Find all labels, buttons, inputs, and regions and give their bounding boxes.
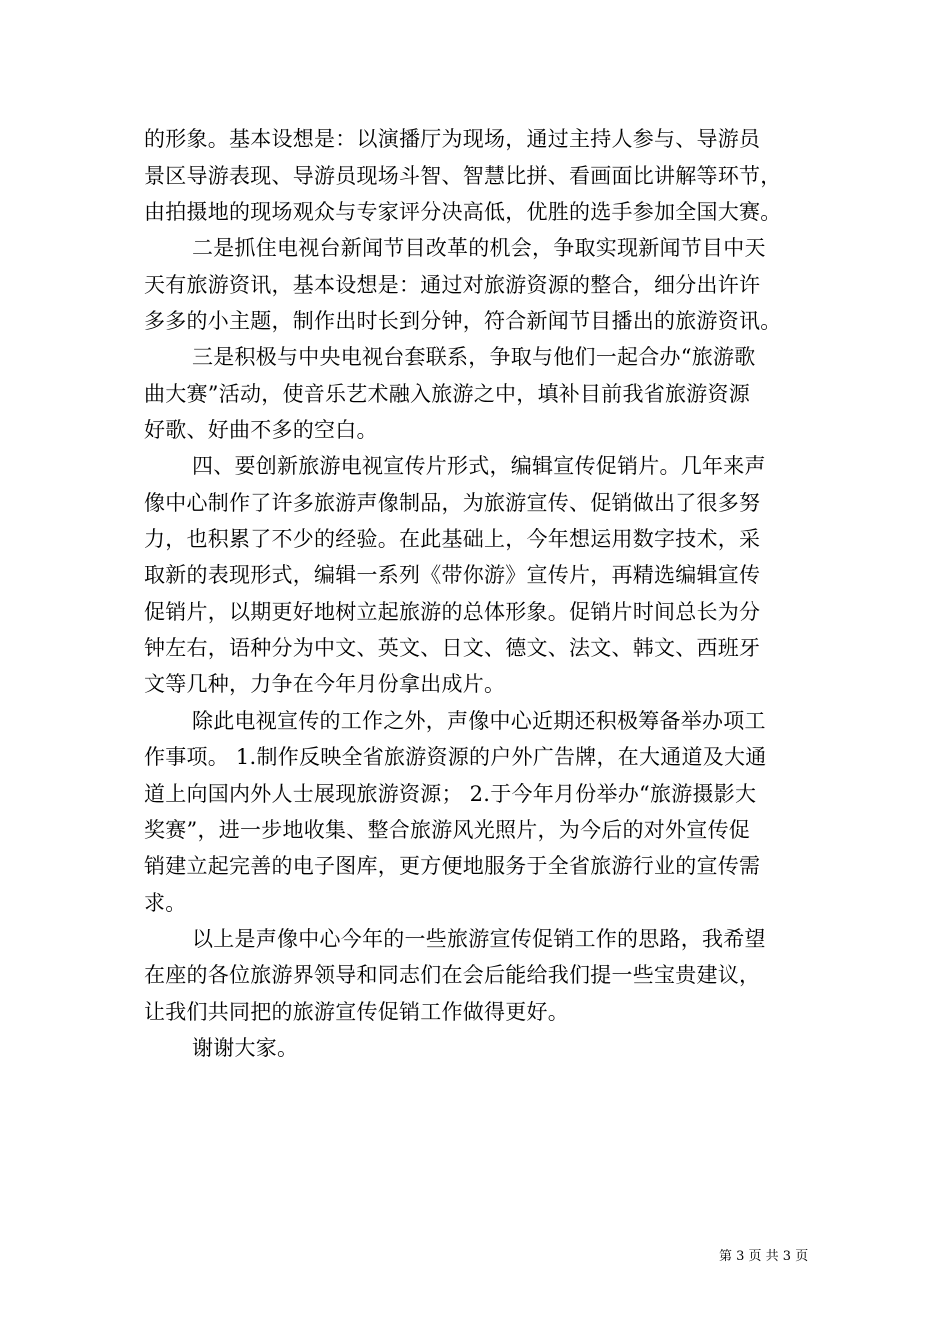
text-line: 的形象。基本设想是：以演播厅为现场，通过主持人参与、导游员: [144, 127, 761, 151]
text-line: 让我们共同把的旅游宣传促销工作做得更好。: [144, 1000, 569, 1024]
paragraph-first-line: 四、要创新旅游电视宣传片形式，编辑宣传促销片。几年来声: [192, 454, 766, 478]
text-line: 作事项。 1.制作反映全省旅游资源的户外广告牌，在大通道及大通: [144, 745, 767, 769]
text-line: 道上向国内外人士展现旅游资源； 2.于今年月份举办“旅游摄影大: [144, 782, 757, 806]
text-line: 多多的小主题，制作出时长到分钟，符合新闻节目播出的旅游资讯。: [144, 309, 782, 333]
closing-line: 谢谢大家。: [192, 1036, 299, 1060]
paragraph-first-line: 除此电视宣传的工作之外，声像中心近期还积极筹备举办项工: [192, 709, 766, 733]
paragraph-first-line: 以上是声像中心今年的一些旅游宣传促销工作的思路，我希望: [192, 927, 766, 951]
text-line: 取新的表现形式，编辑一系列《带你游》宣传片，再精选编辑宣传: [144, 563, 761, 587]
text-line: 由拍摄地的现场观众与专家评分决高低，优胜的选手参加全国大赛。: [144, 200, 782, 224]
text-line: 销建立起完善的电子图库，更方便地服务于全省旅游行业的宣传需: [144, 854, 761, 878]
text-line: 像中心制作了许多旅游声像制品，为旅游宣传、促销做出了很多努: [144, 491, 761, 515]
text-line: 在座的各位旅游界领导和同志们在会后能给我们提一些宝贵建议，: [144, 963, 761, 987]
text-line: 求。: [144, 891, 187, 915]
text-line: 奖赛”，进一步地收集、整合旅游风光照片，为今后的对外宣传促: [144, 818, 750, 842]
paragraph-first-line: 二是抓住电视台新闻节目改革的机会，争取实现新闻节目中天: [192, 236, 766, 260]
text-line: 促销片，以期更好地树立起旅游的总体形象。促销片时间总长为分: [144, 600, 761, 624]
text-line: 钟左右，语种分为中文、英文、日文、德文、法文、韩文、西班牙: [144, 636, 761, 660]
text-line: 文等几种，力争在今年月份拿出成片。: [144, 672, 506, 696]
text-line: 景区导游表现、导游员现场斗智、智慧比拼、看画面比讲解等环节，: [144, 164, 782, 188]
text-line: 力，也积累了不少的经验。在此基础上，今年想运用数字技术，采: [144, 527, 761, 551]
paragraph-first-line: 三是积极与中央电视台套联系，争取与他们一起合办“旅游歌: [192, 345, 756, 369]
page-number: 第 3 页 共 3 页: [719, 1249, 809, 1264]
text-line: 好歌、好曲不多的空白。: [144, 418, 378, 442]
text-line: 曲大赛”活动，使音乐艺术融入旅游之中，填补目前我省旅游资源: [144, 382, 750, 406]
text-line: 天有旅游资讯，基本设想是：通过对旅游资源的整合，细分出许许: [144, 273, 761, 297]
